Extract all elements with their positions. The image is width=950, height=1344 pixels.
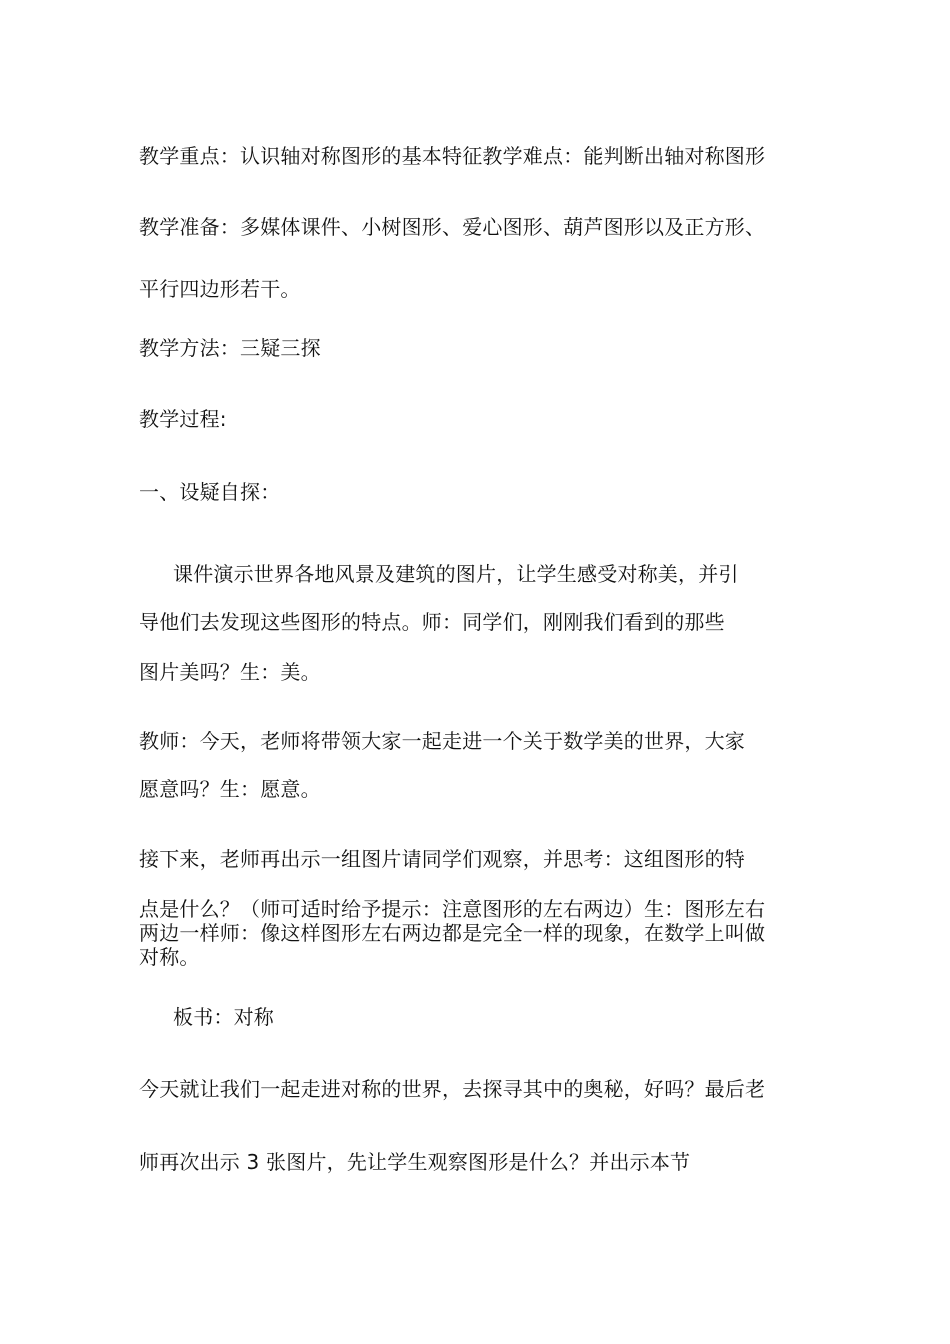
text-line-preparation-cont: 平行四边形若干。 [139, 277, 301, 301]
text-line-process-heading: 教学过程: [139, 407, 227, 431]
text-line-para3-1: 接下来，老师再出示一组图片请同学们观察，并思考：这组图形的特 [139, 847, 745, 871]
text-line-preparation: 教学准备：多媒体课件、小树图形、爱心图形、葫芦图形以及正方形、 [139, 215, 766, 239]
text-line-para1-3: 图片美吗？生：美。 [139, 660, 321, 684]
text-line-para3-2: 点是什么？（师可适时给予提示：注意图形的左右两边）生：图形左右 [139, 897, 766, 921]
text-line-para3-4: 对称。 [139, 945, 200, 969]
text-line-method: 教学方法：三疑三探 [139, 336, 321, 360]
text-line-section-one: 一、设疑自探： [139, 480, 281, 504]
text-line-para1-1: 课件演示世界各地风景及建筑的图片，让学生感受对称美，并引 [173, 562, 739, 586]
text-line-para2-1: 教师：今天，老师将带领大家一起走进一个关于数学美的世界，大家 [139, 729, 745, 753]
text-line-para1-2: 导他们去发现这些图形的特点。师：同学们，刚刚我们看到的那些 [139, 610, 725, 634]
text-line-para2-2: 愿意吗？生：愿意。 [139, 777, 321, 801]
text-line-key-points: 教学重点：认识轴对称图形的基本特征教学难点：能判断出轴对称图形 [139, 144, 766, 168]
text-line-para4-2: 师再次出示 3 张图片，先让学生观察图形是什么？并出示本节 [139, 1150, 691, 1174]
text-line-para4-1: 今天就让我们一起走进对称的世界，去探寻其中的奥秘，好吗？最后老 [139, 1077, 766, 1101]
text-line-board-note: 板书：对称 [173, 1005, 274, 1029]
text-line-para3-3: 两边一样师：像这样图形左右两边都是完全一样的现象，在数学上叫做 [139, 921, 766, 945]
